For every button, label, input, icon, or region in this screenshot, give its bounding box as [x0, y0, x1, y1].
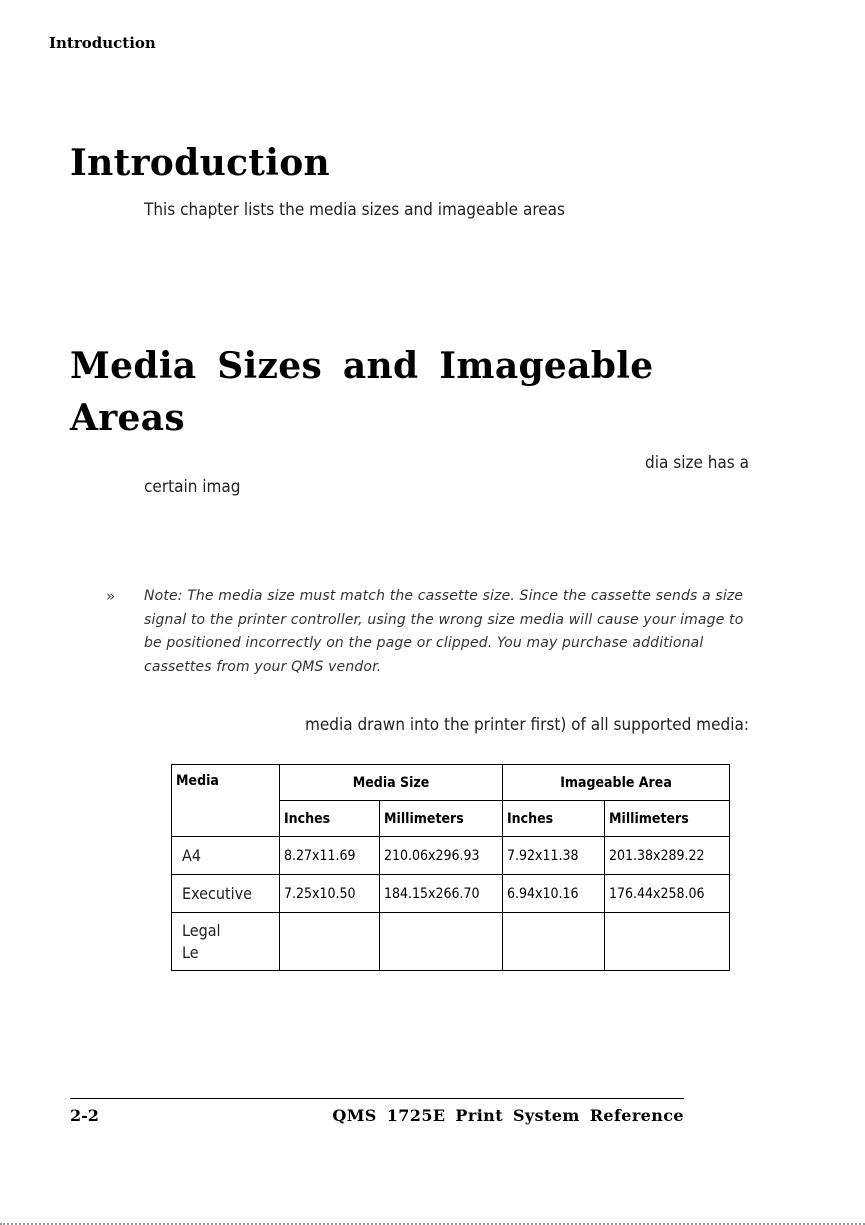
- subheader-area-inches: Inches: [503, 801, 605, 837]
- heading-line-2: Areas: [70, 397, 185, 439]
- subheader-area-millimeters: Millimeters: [605, 801, 730, 837]
- heading-line-1: Media Sizes and Imageable: [70, 345, 654, 387]
- table-intro-fragment: media drawn into the printer first) of all supported media:: [304, 715, 749, 735]
- size-inches: 7.25x10.50: [280, 875, 380, 913]
- table-row-partial: [172, 913, 730, 971]
- empty-cell: [280, 913, 380, 971]
- media-sizes-table: [171, 764, 730, 971]
- empty-cell: [605, 913, 730, 971]
- media-paragraph-fragment-1: dia size has a: [645, 453, 749, 473]
- size-millimeters: 184.15x266.70: [380, 875, 503, 913]
- header-media-size: Media Size: [280, 765, 503, 801]
- page-number: 2-2: [70, 1106, 99, 1125]
- table-row: [172, 875, 730, 913]
- note-text: Note: The media size must match the cassette size. Since the cassette sends a size signal to the printer controller, using the wrong size media will cause your image to be positioned incorrectly on the page or clipped. You may purchase additional cassettes from your QMS vendor.: [144, 588, 744, 675]
- header-media: Media: [172, 765, 280, 837]
- media-paragraph-fragment-2: certain imag: [144, 477, 241, 497]
- footer-divider: [70, 1098, 684, 1099]
- area-inches: 6.94x10.16: [503, 875, 605, 913]
- section-heading-media-sizes: [70, 340, 653, 444]
- size-inches: 8.27x11.69: [280, 837, 380, 875]
- section-heading-introduction: Introduction: [70, 142, 330, 184]
- area-inches: 7.92x11.38: [503, 837, 605, 875]
- running-header: Introduction: [49, 34, 156, 52]
- intro-paragraph: This chapter lists the media sizes and imageable areas: [144, 200, 565, 220]
- media-name: Executive: [172, 875, 280, 913]
- legal-line-2: Le: [182, 942, 199, 962]
- subheader-size-millimeters: Millimeters: [380, 801, 503, 837]
- empty-cell: [503, 913, 605, 971]
- table-row: [172, 837, 730, 875]
- legal-line-1: Legal: [182, 920, 221, 940]
- table-header-row: [172, 765, 730, 801]
- book-title: QMS 1725E Print System Reference: [332, 1106, 684, 1125]
- scan-edge-divider: [0, 1221, 865, 1225]
- area-millimeters: 201.38x289.22: [605, 837, 730, 875]
- media-name-partial: [172, 913, 280, 971]
- size-millimeters: 210.06x296.93: [380, 837, 503, 875]
- empty-cell: [380, 913, 503, 971]
- media-name: A4: [172, 837, 280, 875]
- area-millimeters: 176.44x258.06: [605, 875, 730, 913]
- note-marker-icon: »: [106, 587, 116, 605]
- header-imageable-area: Imageable Area: [503, 765, 730, 801]
- subheader-size-inches: Inches: [280, 801, 380, 837]
